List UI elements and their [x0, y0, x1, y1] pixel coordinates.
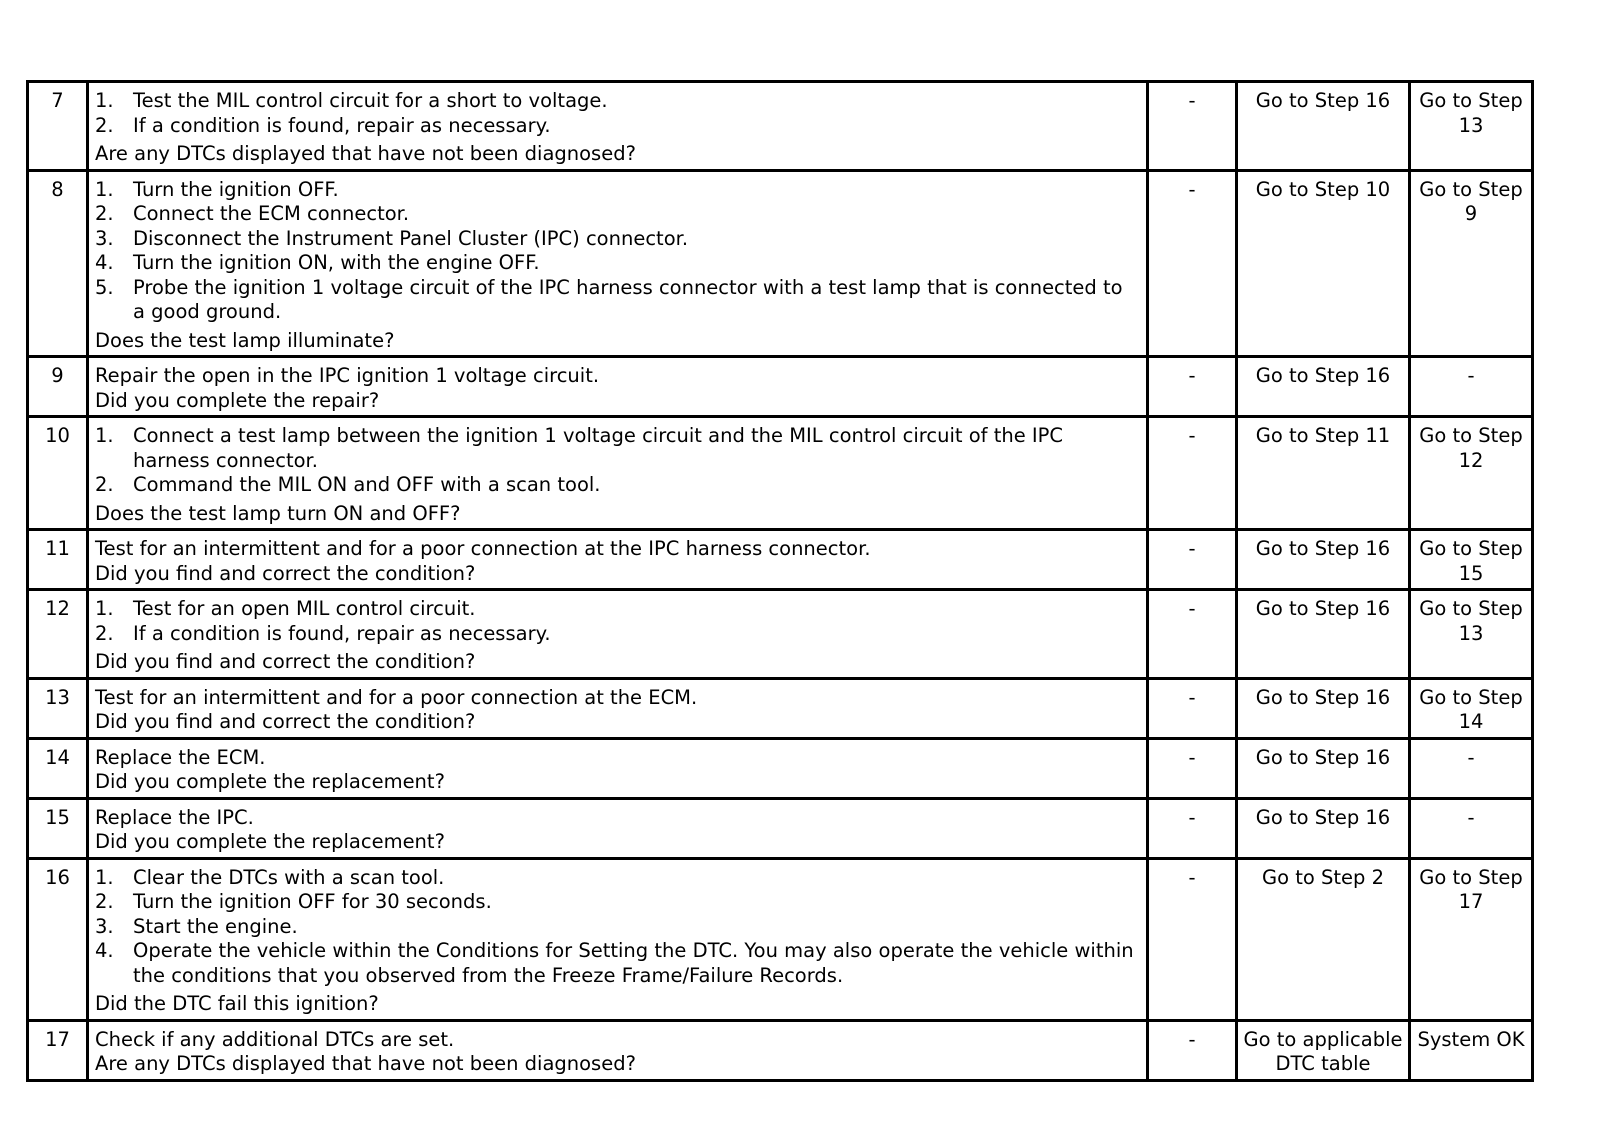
- diagnostic-table-page: [26, 80, 1534, 1082]
- action-step-text: If a condition is found, repair as necessary.: [133, 113, 551, 137]
- step-number: 10: [28, 417, 88, 530]
- value-cell: -: [1148, 530, 1237, 590]
- action-line: Did you find and correct the condition?: [95, 561, 476, 585]
- action-step-text: Test the MIL control circuit for a short to voltage.: [133, 89, 608, 112]
- action-step: 1. Turn the ignition OFF.: [95, 177, 339, 201]
- table-body: [28, 82, 1533, 1081]
- step-number: 7: [28, 82, 88, 171]
- action-cell: [88, 798, 1148, 858]
- action-step: 1. Clear the DTCs with a scan tool.: [95, 865, 445, 889]
- value-cell: -: [1148, 357, 1237, 417]
- action-step: 2. Command the MIL ON and OFF with a scan tool.: [95, 473, 601, 496]
- no-cell: -: [1410, 357, 1533, 417]
- no-cell: Go to Step 13: [1410, 82, 1533, 171]
- table-row: [28, 590, 1533, 679]
- action-line: Replace the ECM.: [95, 745, 266, 769]
- yes-cell: Go to Step 16: [1237, 678, 1410, 738]
- step-number: 17: [28, 1020, 88, 1080]
- action-line: Repair the open in the IPC ignition 1 voltage circuit.: [95, 364, 600, 387]
- action-step-text: Start the engine.: [133, 914, 298, 938]
- no-cell: -: [1410, 738, 1533, 798]
- action-step-text: Connect the ECM connector.: [133, 202, 410, 225]
- value-cell: -: [1148, 417, 1237, 530]
- action-step: 4. Turn the ignition ON, with the engine OFF.: [95, 251, 540, 274]
- action-cell: [88, 170, 1148, 357]
- action-step-text: Operate the vehicle within the Conditions for Setting the DTC. You may also operate the vehicle within the conditions that you observed from the Freeze Frame/Failure Records.: [133, 939, 1134, 987]
- step-number: 9: [28, 357, 88, 417]
- value-cell: -: [1148, 1020, 1237, 1080]
- action-step-text: Turn the ignition ON, with the engine OFF.: [133, 251, 540, 274]
- step-number: 14: [28, 738, 88, 798]
- yes-cell: Go to Step 16: [1237, 357, 1410, 417]
- table-row: [28, 738, 1533, 798]
- action-cell: [88, 530, 1148, 590]
- action-step: 2. Turn the ignition OFF for 30 seconds.: [95, 890, 492, 913]
- table-row: [28, 357, 1533, 417]
- no-cell: Go to Step 12: [1410, 417, 1533, 530]
- diagnostic-table: [26, 80, 1534, 1082]
- action-cell: [88, 738, 1148, 798]
- action-step-text: Turn the ignition OFF for 30 seconds.: [133, 890, 492, 913]
- action-steps-list: [95, 866, 1140, 989]
- yes-cell: Go to Step 11: [1237, 417, 1410, 530]
- table-row: [28, 678, 1533, 738]
- value-cell: -: [1148, 858, 1237, 1020]
- action-step: 1. Test for an open MIL control circuit.: [95, 597, 476, 620]
- action-steps-list: [95, 424, 1140, 498]
- action-step: 5. Probe the ignition 1 voltage circuit of the IPC harness connector with a test lamp that is connected to a good ground.: [95, 275, 1123, 323]
- step-number: 11: [28, 530, 88, 590]
- action-steps-list: [95, 178, 1140, 325]
- action-cell: [88, 1020, 1148, 1080]
- action-line: Are any DTCs displayed that have not been diagnosed?: [95, 1052, 636, 1075]
- action-line: Did you complete the repair?: [95, 388, 380, 412]
- no-cell: Go to Step 13: [1410, 590, 1533, 679]
- action-step-text: Clear the DTCs with a scan tool.: [133, 865, 445, 889]
- action-step: 1. Connect a test lamp between the ignition 1 voltage circuit and the MIL control circuit of the IPC harness connector.: [95, 424, 1064, 472]
- step-number: 13: [28, 678, 88, 738]
- action-step: 4. Operate the vehicle within the Conditions for Setting the DTC. You may also operate the vehicle within the conditions that you observed from the Freeze Frame/Failure Records.: [95, 939, 1134, 987]
- action-line: Did you find and correct the condition?: [95, 710, 476, 733]
- yes-cell: Go to Step 16: [1237, 798, 1410, 858]
- action-line: Test for an intermittent and for a poor connection at the IPC harness connector.: [95, 537, 871, 560]
- yes-cell: Go to Step 16: [1237, 82, 1410, 171]
- action-question: Does the test lamp illuminate?: [95, 328, 395, 352]
- no-cell: -: [1410, 798, 1533, 858]
- action-cell: [88, 590, 1148, 679]
- action-step-text: Command the MIL ON and OFF with a scan tool.: [133, 473, 601, 496]
- action-cell: [88, 678, 1148, 738]
- action-question: Are any DTCs displayed that have not been diagnosed?: [95, 142, 636, 165]
- action-step-text: Turn the ignition OFF.: [133, 177, 339, 201]
- value-cell: -: [1148, 738, 1237, 798]
- table-row: [28, 530, 1533, 590]
- action-cell: [88, 417, 1148, 530]
- value-cell: -: [1148, 170, 1237, 357]
- action-step: 2. Connect the ECM connector.: [95, 202, 410, 225]
- table-row: [28, 858, 1533, 1020]
- step-number: 12: [28, 590, 88, 679]
- action-cell: [88, 357, 1148, 417]
- yes-cell: Go to Step 16: [1237, 590, 1410, 679]
- action-question: Did you find and correct the condition?: [95, 650, 476, 673]
- action-step: 3. Start the engine.: [95, 914, 298, 938]
- step-number: 8: [28, 170, 88, 357]
- table-row: [28, 82, 1533, 171]
- yes-cell: Go to Step 2: [1237, 858, 1410, 1020]
- no-cell: Go to Step 17: [1410, 858, 1533, 1020]
- action-question: Did the DTC fail this ignition?: [95, 992, 379, 1015]
- action-step-text: Disconnect the Instrument Panel Cluster (IPC) connector.: [133, 226, 689, 250]
- action-line: Did you complete the replacement?: [95, 830, 445, 853]
- action-step-text: Test for an open MIL control circuit.: [133, 597, 476, 620]
- value-cell: -: [1148, 82, 1237, 171]
- action-line: Replace the IPC.: [95, 805, 254, 829]
- no-cell: Go to Step 9: [1410, 170, 1533, 357]
- action-steps-list: [95, 89, 1140, 138]
- action-step: 2. If a condition is found, repair as necessary.: [95, 113, 551, 137]
- action-line: Test for an intermittent and for a poor connection at the ECM.: [95, 685, 698, 709]
- step-number: 15: [28, 798, 88, 858]
- yes-cell: Go to Step 16: [1237, 530, 1410, 590]
- action-step: 1. Test the MIL control circuit for a short to voltage.: [95, 89, 608, 112]
- no-cell: System OK: [1410, 1020, 1533, 1080]
- action-step: 2. If a condition is found, repair as necessary.: [95, 621, 551, 645]
- table-row: [28, 798, 1533, 858]
- action-step-text: If a condition is found, repair as necessary.: [133, 621, 551, 645]
- value-cell: -: [1148, 678, 1237, 738]
- action-step-text: Connect a test lamp between the ignition 1 voltage circuit and the MIL control circuit of the IPC harness connector.: [133, 424, 1064, 472]
- action-cell: [88, 858, 1148, 1020]
- no-cell: Go to Step 14: [1410, 678, 1533, 738]
- value-cell: -: [1148, 590, 1237, 679]
- yes-cell: Go to Step 10: [1237, 170, 1410, 357]
- action-step: 3. Disconnect the Instrument Panel Cluster (IPC) connector.: [95, 226, 689, 250]
- action-cell: [88, 82, 1148, 171]
- table-row: [28, 417, 1533, 530]
- yes-cell: Go to applicable DTC table: [1237, 1020, 1410, 1080]
- value-cell: -: [1148, 798, 1237, 858]
- yes-cell: Go to Step 16: [1237, 738, 1410, 798]
- action-steps-list: [95, 597, 1140, 646]
- table-row: [28, 170, 1533, 357]
- action-question: Does the test lamp turn ON and OFF?: [95, 501, 461, 525]
- action-line: Check if any additional DTCs are set.: [95, 1027, 455, 1051]
- table-row: [28, 1020, 1533, 1080]
- action-line: Did you complete the replacement?: [95, 770, 445, 793]
- step-number: 16: [28, 858, 88, 1020]
- action-step-text: Probe the ignition 1 voltage circuit of the IPC harness connector with a test lamp that is connected to a good ground.: [133, 275, 1123, 323]
- no-cell: Go to Step 15: [1410, 530, 1533, 590]
